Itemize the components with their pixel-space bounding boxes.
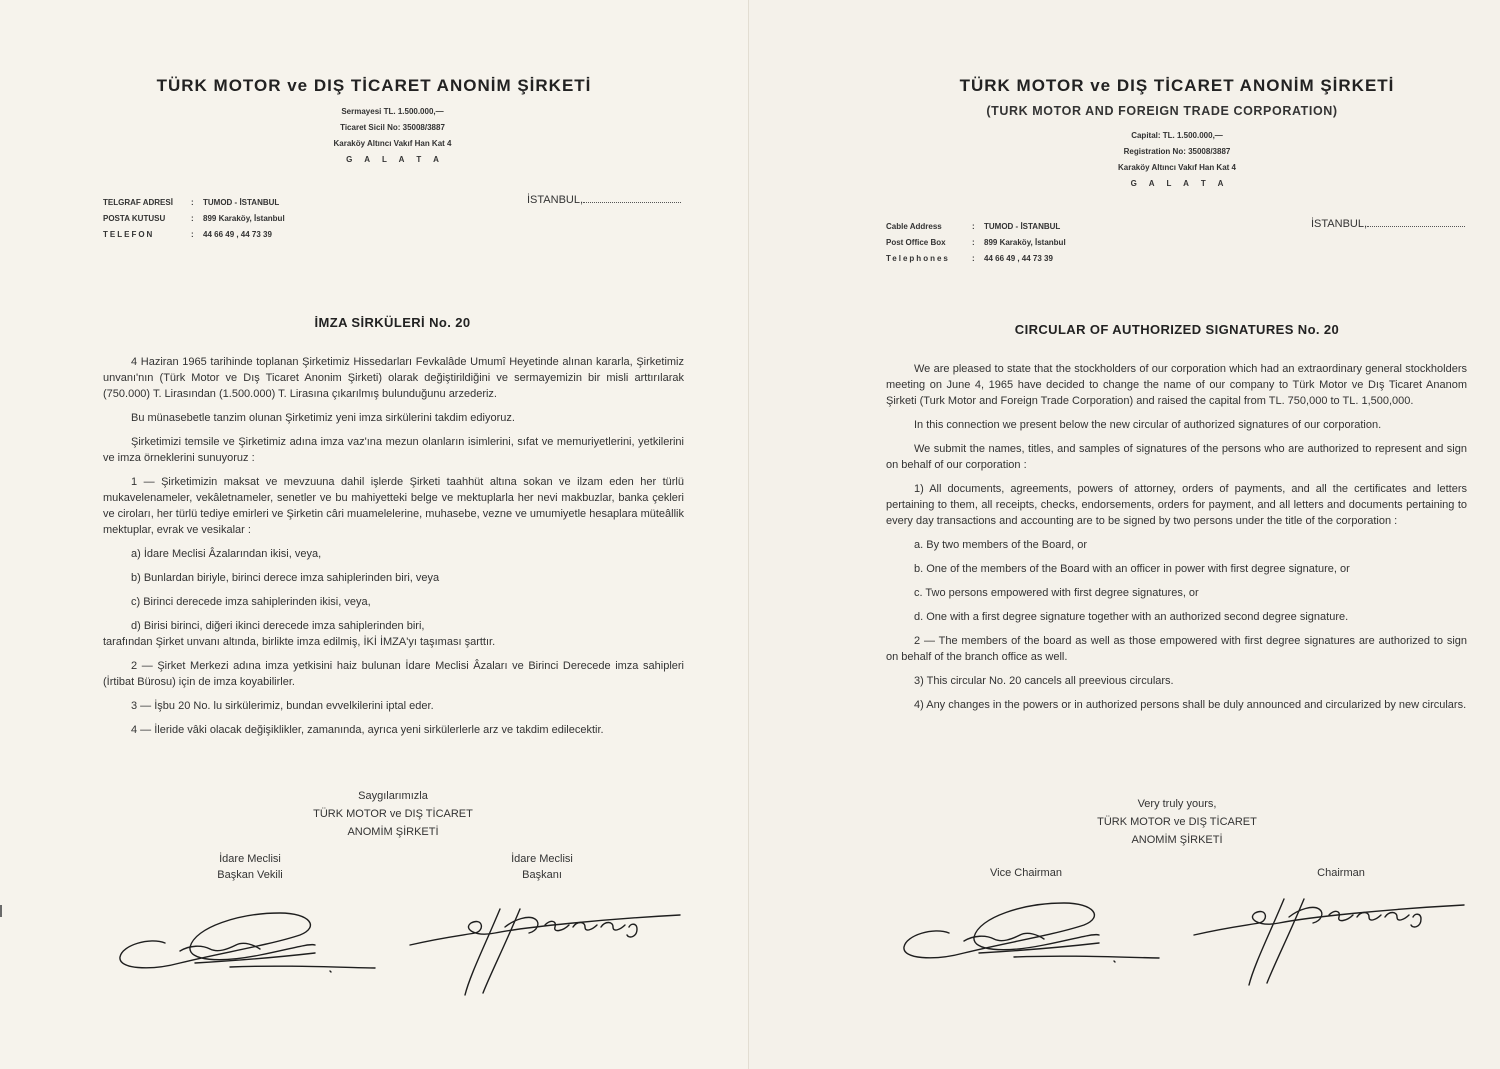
company-address: Karaköy Altıncı Vakıf Han Kat 4 [1118,163,1236,172]
company-name: TÜRK MOTOR ve DIŞ TİCARET ANONİM ŞİRKETİ [959,76,1395,95]
list-item: b. One of the members of the Board with an officer in power with first degree signature, or [914,563,1350,575]
contact-value: 899 Karaköy, İstanbul [203,214,285,223]
paragraph: Şirketimizi temsile ve Şirketimiz adına imza vaz'ına mezun olanların isimlerini, sıfat ve memuriyetlerini, yetkilerini ve imza örneklerini sunuyoruz : [103,436,684,464]
signer-title-2 [1261,865,1421,881]
contact-label: TELEFON [103,230,155,239]
paragraph: 3 — İşbu 20 No. lu sirkülerimiz, bundan evvelkilerini iptal eder. [131,700,434,712]
list-item: c. Two persons empowered with first degree signatures, or [914,587,1199,599]
company-district: G A L A T A [1130,179,1229,188]
paragraph: 1) All documents, agreements, powers of attorney, orders of payments, and all the certificates and letters pertaining to them, all receipts, checks, endorsements, orders for payment, and all letters and documents pertaining to every day transactions and accounting are to be signed by two persons under the title of the corporation : [886,483,1467,527]
paragraph: In this connection we present below the new circular of authorized signatures of our corporation. [914,419,1382,431]
paragraph: Bu münasebetle tanzim olunan Şirketimiz yeni imza sirkülerini takdim ediyoruz. [131,412,515,424]
contact-value: 899 Karaköy, İstanbul [984,238,1066,247]
contact-cable: Cable Address : TUMOD - İSTANBUL [886,219,1186,235]
date-blank [1367,218,1465,227]
paragraph: 2 — Şirket Merkezi adına imza yetkisini haiz bulunan İdare Meclisi Âzaları ve Birinci Derecede imza sahipleri (İrtibat Bürosu) için de imza koyabilirler. [103,660,684,688]
contact-phone: TELEFON : 44 66 49 , 44 73 39 [103,227,403,243]
paragraph: tarafından Şirket unvanı altında, birlikte imza edilmiş, İKİ İMZA'yı taşıması şarttır. [103,636,496,648]
circular-heading: İMZA SİRKÜLERİ No. 20 [314,315,471,330]
closing-salutation: Very truly yours, [1137,798,1217,810]
contact-telegraph: TELGRAF ADRESİ : TUMOD - İSTANBUL [103,195,403,211]
closing-company: ANOMİM ŞİRKETİ [347,826,439,838]
city-label: İSTANBUL, [527,194,584,206]
signer-title-line: İdare Meclisi [511,853,573,865]
company-capital: Capital: TL. 1.500.000,— [1131,131,1223,140]
circular-body [886,361,1467,721]
contact-label: Cable Address [886,222,942,231]
company-english-name: (TURK MOTOR AND FOREIGN TRADE CORPORATION) [986,104,1338,118]
city-label: İSTANBUL, [1311,218,1368,230]
signature-chairman [1189,885,1469,995]
contact-value: TUMOD - İSTANBUL [203,198,280,207]
paragraph: 4 Haziran 1965 tarihinde toplanan Şirketimiz Hissedarları Fevkalâde Umumî Heyetinde alınan kararla, Şirketimiz unvanı'nın (Türk Motor ve Dış Ticaret Anonim Şirketi) olarak değiştirildiğini ve sermayemizin bir misli arttırılarak (750.000) T. Lirasından (1.500.000) T. Lirasına çıkarılmış bulunduğunu arzederiz. [103,356,684,400]
closing-company: ANOMİM ŞİRKETİ [1131,834,1223,846]
closing-block [285,787,501,841]
list-item: d) Birisi birinci, diğeri ikinci derecede imza sahiplerinden biri, [131,620,425,632]
paragraph: 1 — Şirketimizin maksat ve mevzuuna dahil işlerde Şirketi taahhüt altına sokan ve ilzam eden her türlü mukavelenameler, vekâletnameler, senetler ve bu mahiyetteki belge ve mektuplarla her nevi makbuzlar, banka çekleri ve ciroları, her türlü tediye emirleri ve Şirketin câri muamelelerine, muhasebe, vezne ve umumiyetle hesaplara müteâllik mektuplar, evrak ve vesikalar : [103,476,684,536]
closing-company: TÜRK MOTOR ve DIŞ TİCARET [1097,816,1257,828]
paragraph: 4 — İleride vâki olacak değişiklikler, zamanında, ayrıca yeni sirkülerlerle arz ve takdim edilecektir. [131,724,604,736]
signature-chairman [405,895,685,1005]
paragraph: 2 — The members of the board as well as those empowered with first degree signatures are authorized to sign on behalf of the branch office as well. [886,635,1467,663]
turkish-letter-page [0,0,748,1069]
company-address: Karaköy Altıncı Vakıf Han Kat 4 [333,139,452,148]
paragraph: 4) Any changes in the powers or in authorized persons shall be duly announced and circularized by new circulars. [914,699,1467,711]
company-name: TÜRK MOTOR ve DIŞ TİCARET ANONİM ŞİRKETİ [156,76,592,95]
signer-title-1 [946,865,1106,881]
signer-title-2 [462,851,622,883]
signer-title-line: Chairman [1317,867,1365,879]
closing-company: TÜRK MOTOR ve DIŞ TİCARET [313,808,473,820]
contact-value: 44 66 49 , 44 73 39 [984,254,1053,263]
company-registry: Ticaret Sicil No: 35008/3887 [340,123,445,132]
contact-value: TUMOD - İSTANBUL [984,222,1061,231]
contact-phone: Telephones : 44 66 49 , 44 73 39 [886,251,1186,267]
contact-block [886,219,1186,267]
list-item: d. One with a first degree signature together with an authorized second degree signature. [914,611,1349,623]
signer-title-line: İdare Meclisi [219,853,281,865]
contact-pobox: POSTA KUTUSU : 899 Karaköy, İstanbul [103,211,403,227]
contact-block [103,195,403,243]
company-district: G A L A T A [346,155,444,164]
signer-title-line: Başkan Vekili [217,869,283,881]
contact-label: POSTA KUTUSU [103,214,166,223]
list-item: a. By two members of the Board, or [914,539,1088,551]
english-letter-page [748,0,1500,1069]
paragraph: We are pleased to state that the stockholders of our corporation which had an extraordinary general stockholders meeting on June 4, 1965 have decided to change the name of our company to Türk Motor ve Dış Ticaret Ananom Şirketi (Turk Motor and Foreign Trade Corporation) and raised the capital from TL. 750,000 to TL. 1,500,000. [886,363,1467,407]
contact-pobox: Post Office Box : 899 Karaköy, İstanbul [886,235,1186,251]
city-date-line [527,194,681,206]
paragraph: 3) This circular No. 20 cancels all preevious circulars. [914,675,1174,687]
closing-salutation: Saygılarımızla [358,790,428,802]
list-item: b) Bunlardan biriyle, birinci derece imza sahiplerinden biri, veya [131,572,440,584]
list-item: a) İdare Meclisi Âzalarından ikisi, veya, [131,548,322,560]
contact-label: Telephones [886,254,950,263]
city-date-line [1311,218,1465,230]
signer-title-line: Başkanı [522,869,562,881]
signer-title-1 [170,851,330,883]
page-edge-mark [0,905,2,917]
circular-body [103,354,684,746]
contact-label: TELGRAF ADRESİ [103,198,173,207]
date-blank [583,194,681,203]
company-registry: Registration No: 35008/3887 [1123,147,1231,156]
closing-block [1069,795,1285,849]
circular-heading: CIRCULAR OF AUTHORIZED SIGNATURES No. 20 [1014,322,1340,337]
signature-vice-chairman [894,895,1164,970]
signer-title-line: Vice Chairman [990,867,1062,879]
paragraph: We submit the names, titles, and samples of signatures of the persons who are authorized to represent and sign on behalf of our corporation : [886,443,1467,471]
contact-value: 44 66 49 , 44 73 39 [203,230,272,239]
company-capital: Sermayesi TL. 1.500.000,— [341,107,444,116]
contact-label: Post Office Box [886,238,946,247]
list-item: c) Birinci derecede imza sahiplerinden ikisi, veya, [131,596,371,608]
signature-vice-chairman [110,905,380,980]
